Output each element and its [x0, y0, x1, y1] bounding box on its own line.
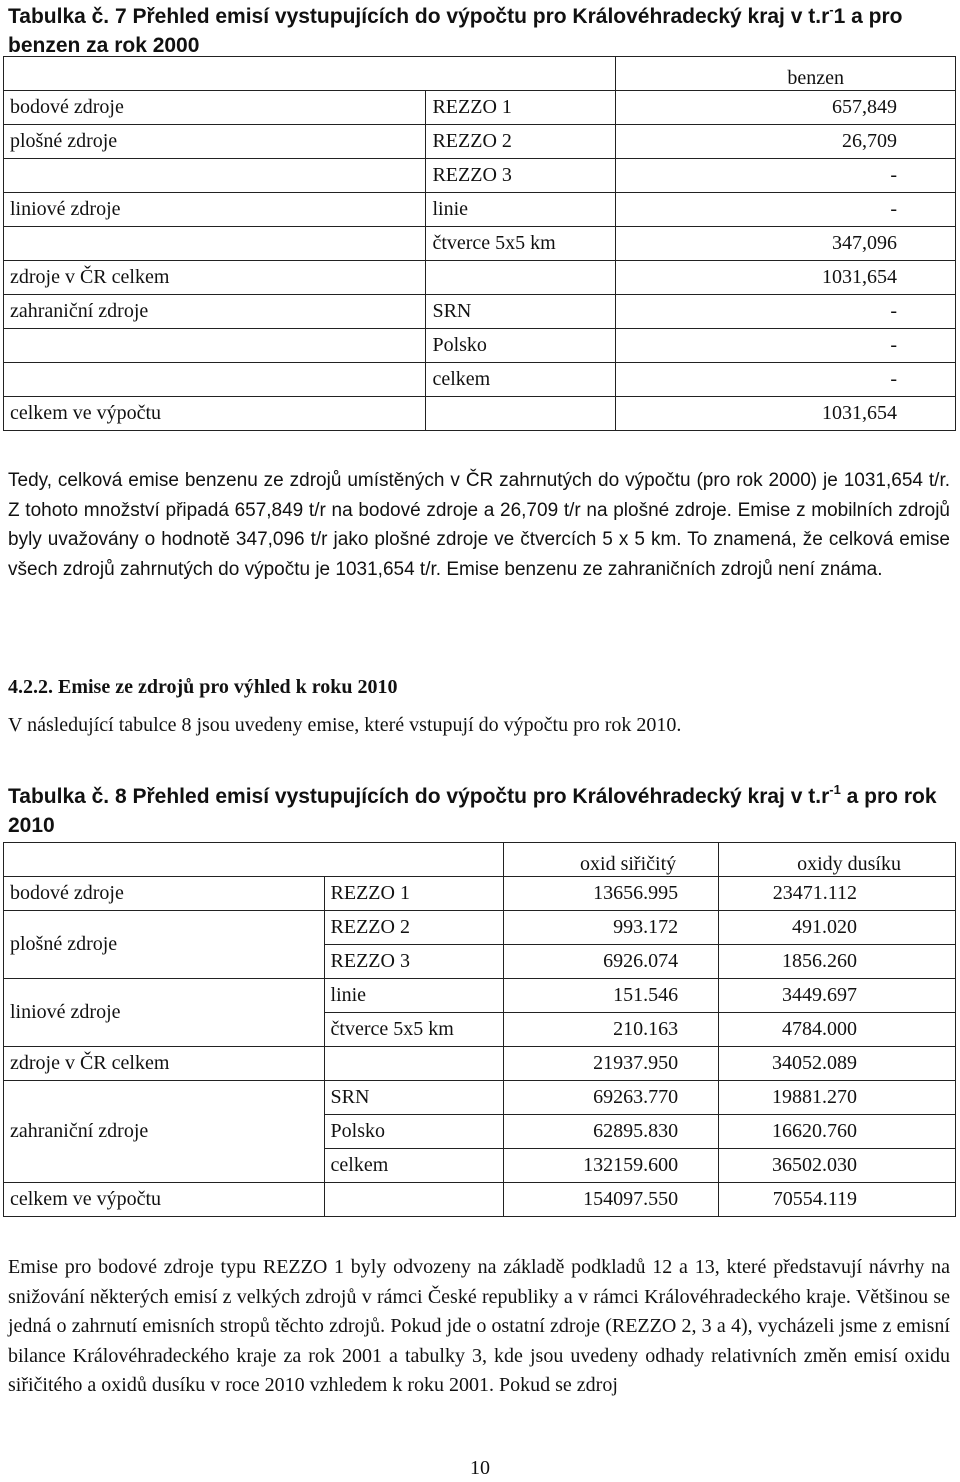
table7-value: 1031,654	[616, 261, 956, 295]
table-row	[4, 261, 956, 295]
table7-value: -	[616, 295, 956, 329]
table8-so2: 13656.995	[504, 877, 719, 911]
table8-so2: 62895.830	[504, 1115, 719, 1149]
table-row	[4, 877, 956, 911]
table7-value: -	[616, 363, 956, 397]
table8-label: zdroje v ČR celkem	[4, 1047, 325, 1081]
table7-caption-text: Tabulka č. 7 Přehled emisí vystupujících do výpočtu pro Královéhradecký kraj v t.r	[8, 5, 830, 28]
table7-sub	[426, 397, 616, 431]
table8	[3, 842, 956, 1217]
table7-sub: linie	[426, 193, 616, 227]
table8-label: zahraniční zdroje	[4, 1081, 325, 1183]
table7-value: -	[616, 329, 956, 363]
table7-value: 657,849	[616, 91, 956, 125]
table8-sub	[324, 1183, 504, 1217]
table7-caption	[8, 2, 950, 60]
table7-label: liniové zdroje	[4, 193, 426, 227]
table7-caption-sup: -	[829, 2, 834, 17]
table7-label: plošné zdroje	[4, 125, 426, 159]
table-row	[4, 911, 956, 945]
table8-caption	[8, 782, 950, 840]
table-row	[4, 227, 956, 261]
table7-header-benzen: benzen	[616, 57, 956, 91]
table8-sub: SRN	[324, 1081, 504, 1115]
section-intro: V následující tabulce 8 jsou uvedeny emise, které vstupují do výpočtu pro rok 2010.	[8, 714, 682, 736]
table7-label	[4, 227, 426, 261]
table-row	[4, 193, 956, 227]
table7-sub: SRN	[426, 295, 616, 329]
table-row	[4, 397, 956, 431]
table8-nox: 36502.030	[719, 1149, 956, 1183]
table8-so2: 210.163	[504, 1013, 719, 1047]
table8-label: plošné zdroje	[4, 911, 325, 979]
table8-label: liniové zdroje	[4, 979, 325, 1047]
table8-so2: 6926.074	[504, 945, 719, 979]
table8-sub: REZZO 2	[324, 911, 504, 945]
table7-label: celkem ve výpočtu	[4, 397, 426, 431]
table7-sub: REZZO 3	[426, 159, 616, 193]
table7-sub: REZZO 1	[426, 91, 616, 125]
table-row	[4, 1047, 956, 1081]
table8-nox: 4784.000	[719, 1013, 956, 1047]
paragraph-benzen-summary: Tedy, celková emise benzenu ze zdrojů umístěných v ČR zahrnutých do výpočtu (pro rok 2000) je 1031,654 t/r. Z tohoto množství připadá 657,849 t/r na bodové zdroje a 26,709 t/r na plošné zdroje. Emise z mobilních zdrojů byly uvažovány o hodnotě 347,096 t/r jako plošné zdroje ve čtvercích 5 x 5 km. To znamená, že celková emise všech zdrojů zahrnutých do výpočtu je 1031,654 t/r. Emise benzenu ze zahraničních zdrojů není známa.	[8, 470, 950, 580]
table8-label: bodové zdroje	[4, 877, 325, 911]
table8-sub: REZZO 1	[324, 877, 504, 911]
table7-sub: REZZO 2	[426, 125, 616, 159]
table-row	[4, 329, 956, 363]
table8-nox: 70554.119	[719, 1183, 956, 1217]
table7-header-empty	[4, 57, 616, 91]
table-row	[4, 979, 956, 1013]
table8-header-so2: oxid siřičitý	[504, 843, 719, 877]
table-row	[4, 1183, 956, 1217]
table7-value: 1031,654	[616, 397, 956, 431]
table7-caption-tail: 1 a pro benzen za rok 2000	[8, 5, 903, 57]
page-number: 10	[470, 1457, 490, 1479]
table7-value: -	[616, 193, 956, 227]
table7-label	[4, 159, 426, 193]
table8-sub: čtverce 5x5 km	[324, 1013, 504, 1047]
table8-sub: celkem	[324, 1149, 504, 1183]
table8-nox: 19881.270	[719, 1081, 956, 1115]
table-row	[4, 57, 956, 91]
table-row	[4, 843, 956, 877]
table-row	[4, 1081, 956, 1115]
table8-nox: 23471.112	[719, 877, 956, 911]
table7-label: zdroje v ČR celkem	[4, 261, 426, 295]
table8-so2: 151.546	[504, 979, 719, 1013]
table-row	[4, 125, 956, 159]
table8-nox: 16620.760	[719, 1115, 956, 1149]
table-row	[4, 363, 956, 397]
table7-sub: celkem	[426, 363, 616, 397]
table7-label	[4, 329, 426, 363]
section-heading: 4.2.2. Emise ze zdrojů pro výhled k roku 2010	[8, 676, 398, 698]
table8-so2: 132159.600	[504, 1149, 719, 1183]
table8-label: celkem ve výpočtu	[4, 1183, 325, 1217]
table8-caption-text: Tabulka č. 8 Přehled emisí vystupujících do výpočtu pro Královéhradecký kraj v t.r	[8, 785, 830, 808]
table8-nox: 1856.260	[719, 945, 956, 979]
table8-nox: 3449.697	[719, 979, 956, 1013]
table7-sub: Polsko	[426, 329, 616, 363]
table7-label	[4, 363, 426, 397]
table-row	[4, 91, 956, 125]
table7-sub	[426, 261, 616, 295]
table8-so2: 69263.770	[504, 1081, 719, 1115]
table7	[3, 56, 956, 431]
table8-caption-sup: -1	[829, 782, 841, 797]
table7-label: bodové zdroje	[4, 91, 426, 125]
table7-sub: čtverce 5x5 km	[426, 227, 616, 261]
table8-sub	[324, 1047, 504, 1081]
table8-sub: Polsko	[324, 1115, 504, 1149]
table8-so2: 21937.950	[504, 1047, 719, 1081]
table-row	[4, 159, 956, 193]
table8-so2: 154097.550	[504, 1183, 719, 1217]
table8-header-empty	[4, 843, 504, 877]
table8-sub: REZZO 3	[324, 945, 504, 979]
table7-value: 26,709	[616, 125, 956, 159]
table-row	[4, 295, 956, 329]
paragraph-emission-sources: Emise pro bodové zdroje typu REZZO 1 byly odvozeny na základě podkladů 12 a 13, které představují návrhy na snižování některých emisí z velkých zdrojů v rámci České republiky a v rámci Královéhradeckého kraje. Většinou se jedná o zahrnutí emisních stropů těchto zdrojů. Pokud jde o ostatní zdroje (REZZO 2, 3 a 4), vycházeli jsme z emisní bilance Královéhradeckého kraje za rok 2001 a tabulky 3, kde jsou uvedeny odhady relativních změn emisí oxidu siřičitého a oxidů dusíku v roce 2010 vzhledem k roku 2001. Pokud se zdroj	[8, 1256, 950, 1396]
table8-nox: 491.020	[719, 911, 956, 945]
table8-so2: 993.172	[504, 911, 719, 945]
table7-label: zahraniční zdroje	[4, 295, 426, 329]
table7-value: -	[616, 159, 956, 193]
table7-value: 347,096	[616, 227, 956, 261]
table8-sub: linie	[324, 979, 504, 1013]
table8-caption-tail: a pro rok 2010	[8, 785, 937, 837]
table8-header-nox: oxidy dusíku	[719, 843, 956, 877]
table8-nox: 34052.089	[719, 1047, 956, 1081]
